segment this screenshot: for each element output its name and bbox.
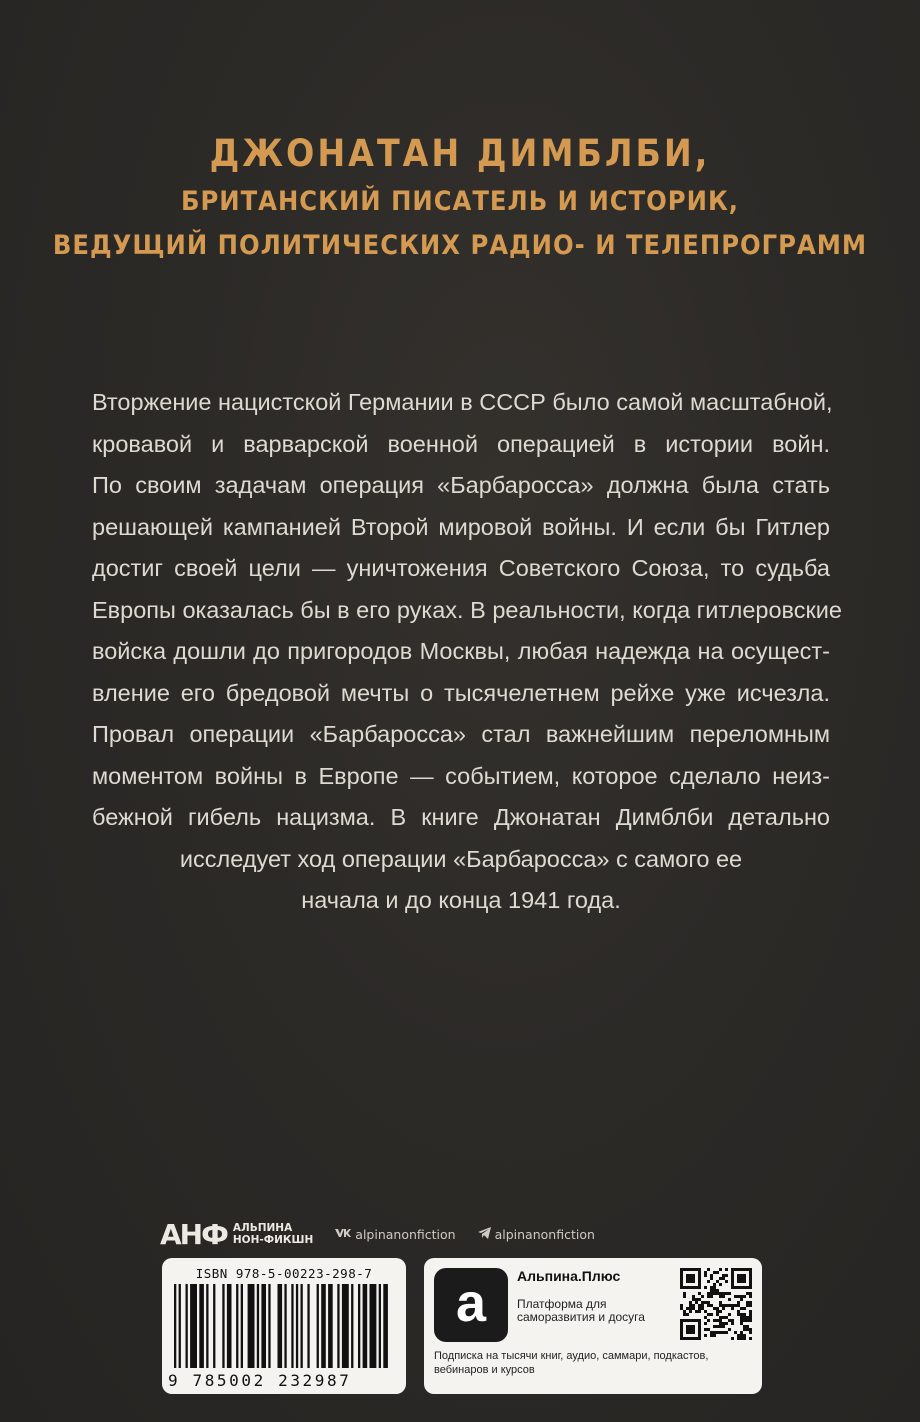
blurb-line: Европы оказалась бы в его руках. В реальности, когда гитлеровские xyxy=(92,596,842,623)
telegram-handle: alpinanonfiction xyxy=(494,1226,595,1242)
author-name: ДЖОНАТАН ДИМБЛБИ, xyxy=(209,132,711,175)
barcode-box xyxy=(162,1258,406,1394)
publisher-logo: АНФ xyxy=(160,1217,227,1251)
qr-code-icon[interactable] xyxy=(680,1268,752,1340)
blurb-line: бежной гибель нацизма. В книге Джонатан Димблби детально xyxy=(92,804,830,830)
publisher-name-line1: АЛЬПИНА xyxy=(232,1222,293,1234)
barcode-image xyxy=(174,1284,394,1370)
author-desc-line1: БРИТАНСКИЙ ПИСАТЕЛЬ И ИСТОРИК, xyxy=(180,186,740,217)
platform-logo: a xyxy=(434,1268,508,1342)
vk-link[interactable] xyxy=(335,1227,455,1242)
platform-title: Альпина.Плюс xyxy=(517,1268,621,1284)
blurb-line: Вторжение нацистской Германии в СССР было самой масштабной, xyxy=(92,389,833,415)
blurb-line: начала и до конца 1941 года. xyxy=(301,887,621,913)
platform-note: Подписка на тысячи книг, аудио, саммари, подкастов, вебинаров и курсов xyxy=(434,1350,709,1376)
blurb-line: достиг своей цели — уничтожения Советского Союза, то судьба xyxy=(92,555,830,581)
vk-handle: alpinanonfiction xyxy=(355,1226,456,1242)
blurb-line: войска дошли до пригородов Москвы, любая надежда на осущест- xyxy=(92,638,830,664)
blurb-line: Провал операции «Барбаросса» стал важнейшим переломным xyxy=(92,721,830,747)
platform-subtitle: Платформа для саморазвития и досуга xyxy=(517,1297,645,1324)
telegram-icon xyxy=(478,1227,491,1242)
blurb-line: исследует ход операции «Барбаросса» с самого ее xyxy=(179,845,743,872)
platform-promo xyxy=(424,1258,762,1394)
vk-icon xyxy=(335,1227,351,1241)
blurb-line: вление его бредовой мечты о тысячелетнем рейхе уже исчезла. xyxy=(92,679,830,706)
publisher-name xyxy=(233,1222,313,1246)
publisher-row xyxy=(160,1216,720,1252)
publisher-name-line2: НОН-ФИКШН xyxy=(232,1234,314,1246)
book-blurb xyxy=(92,382,842,922)
barcode-digits: 9 785002 232987 xyxy=(168,1371,352,1390)
telegram-link[interactable] xyxy=(478,1227,595,1242)
blurb-line: По своим задачам операция «Барбаросса» должна была стать xyxy=(92,472,830,498)
blurb-line: кровавой и варварской военной операцией в истории войн. xyxy=(92,430,830,457)
blurb-line: решающей кампанией Второй мировой войны. И если бы Гитлер xyxy=(92,513,830,540)
author-desc-line2: ВЕДУЩИЙ ПОЛИТИЧЕСКИХ РАДИО- И ТЕЛЕПРОГРАММ xyxy=(52,230,868,261)
author-block xyxy=(0,128,920,268)
isbn-text: ISBN 978-5-00223-298-7 xyxy=(195,1266,373,1281)
blurb-line: моментом войны в Европе — событием, которое сделало неиз- xyxy=(92,762,830,789)
